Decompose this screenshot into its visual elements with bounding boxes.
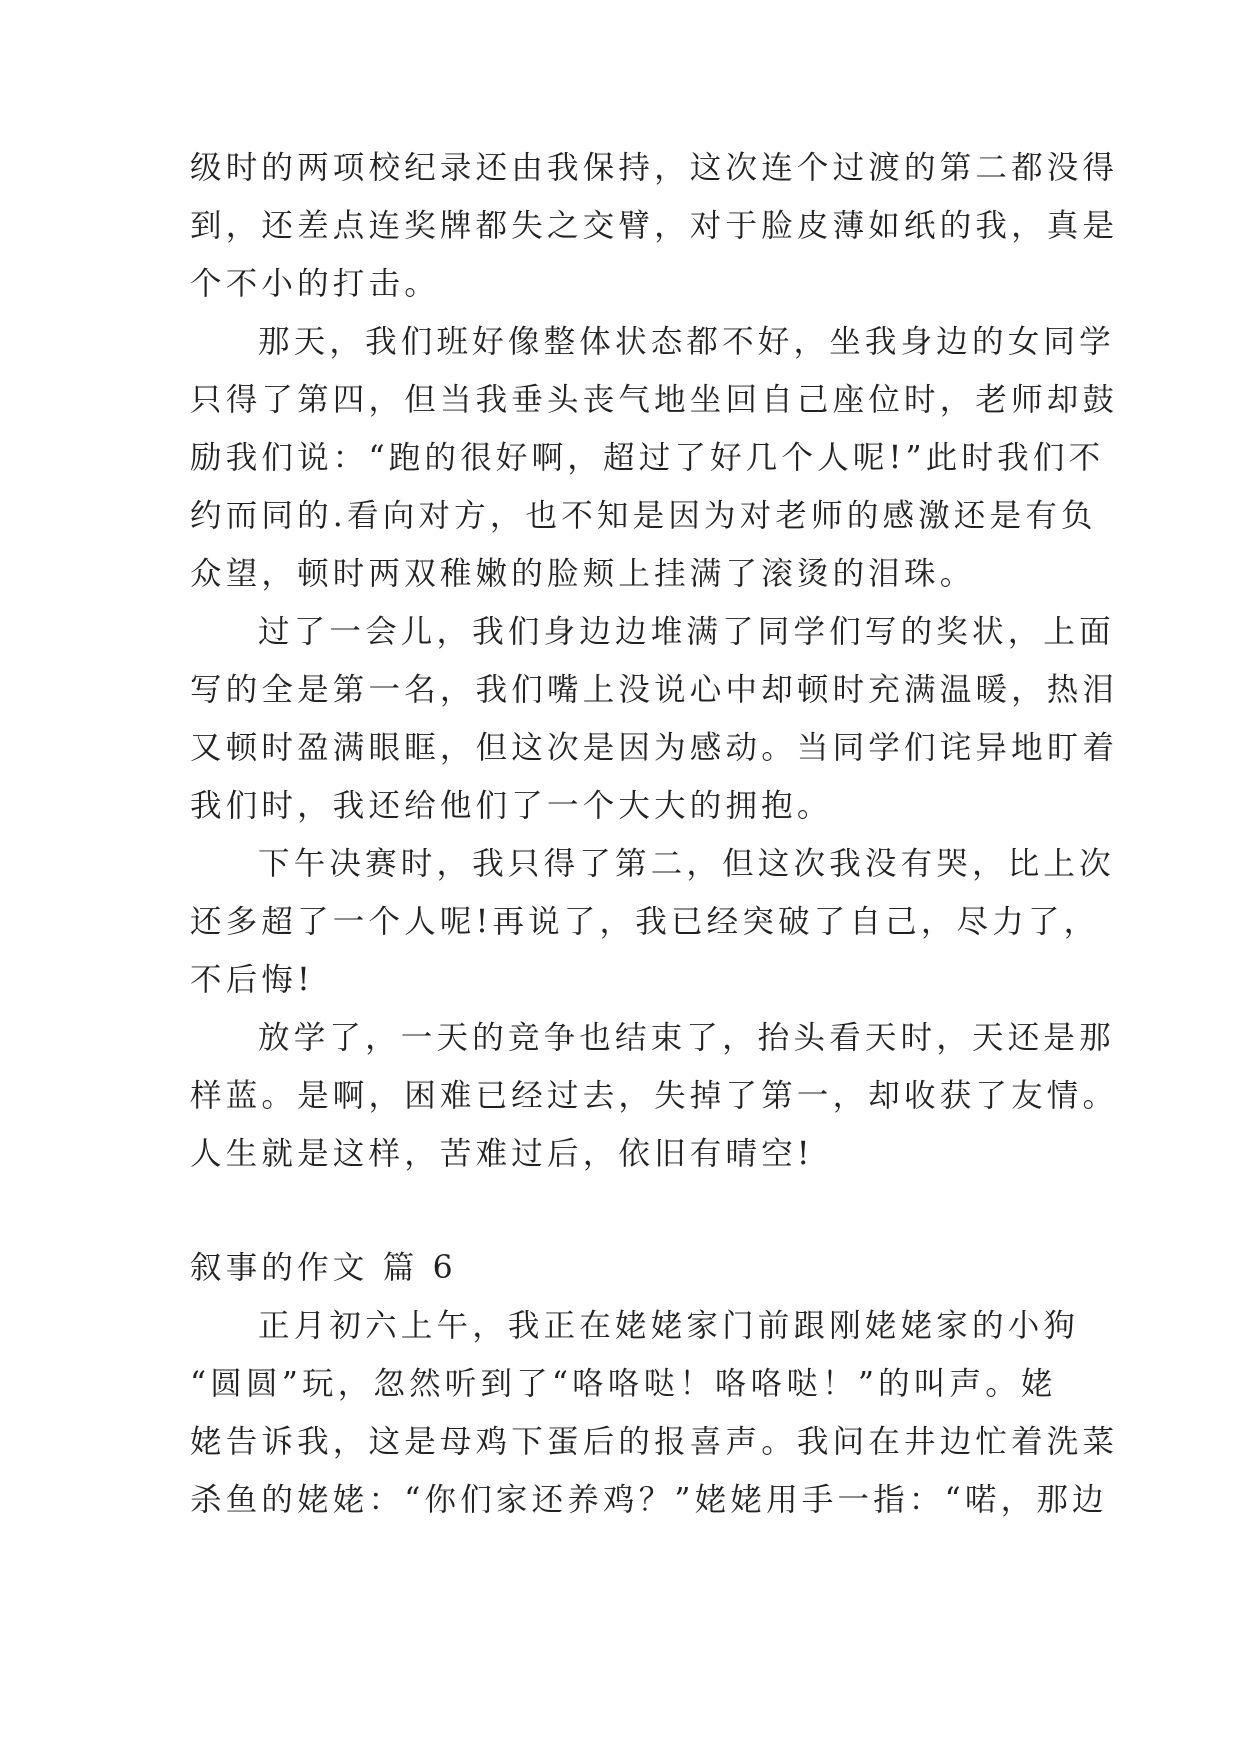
paragraph-line: 过了一会儿，我们身边边堆满了同学们写的奖状，上面 <box>258 614 1115 650</box>
paragraph-line: 级时的两项校纪录还由我保持，这次连个过渡的第二都没得 <box>190 150 1119 186</box>
section-heading: 叙事的作文 篇 6 <box>190 1250 457 1286</box>
paragraph-line: 样蓝。是啊，困难已经过去，失掉了第一，却收获了友情。 <box>190 1078 1119 1114</box>
paragraph-line: 约而同的.看向对方，也不知是因为对老师的感激还是有负 <box>190 498 1097 534</box>
paragraph-line: 到，还差点连奖牌都失之交臂，对于脸皮薄如纸的我，真是 <box>190 208 1119 244</box>
paragraph-line: 不后悔! <box>190 962 314 998</box>
paragraph-line: 正月初六上午，我正在姥姥家门前跟刚姥姥家的小狗 <box>258 1308 1080 1344</box>
paragraph-line: 下午决赛时，我只得了第二，但这次我没有哭，比上次 <box>258 846 1115 882</box>
paragraph-line: 励我们说：“跑的很好啊，超过了好几个人呢!”此时我们不 <box>190 440 1105 476</box>
paragraph-line: 放学了，一天的竞争也结束了，抬头看天时，天还是那 <box>258 1020 1115 1056</box>
paragraph-line: 个不小的打击。 <box>190 266 440 302</box>
paragraph-line: 那天，我们班好像整体状态都不好，坐我身边的女同学 <box>258 324 1115 360</box>
paragraph-line: 写的全是第一名，我们嘴上没说心中却顿时充满温暖，热泪 <box>190 672 1119 708</box>
paragraph-line: 还多超了一个人呢!再说了，我已经突破了自己，尽力了， <box>190 904 1100 940</box>
paragraph-line: 人生就是这样，苦难过后，依旧有晴空! <box>190 1136 814 1172</box>
paragraph-line: 我们时，我还给他们了一个大大的拥抱。 <box>190 788 833 824</box>
paragraph-line: 杀鱼的姥姥：“你们家还养鸡？”姥姥用手一指：“喏，那边 <box>190 1482 1108 1518</box>
paragraph-line: 只得了第四，但当我垂头丧气地坐回自己座位时，老师却鼓 <box>190 382 1119 418</box>
paragraph-line: 姥告诉我，这是母鸡下蛋后的报喜声。我问在井边忙着洗菜 <box>190 1424 1119 1460</box>
paragraph-line: “圆圆”玩，忽然听到了“咯咯哒！咯咯哒！”的叫声。姥 <box>190 1366 1057 1402</box>
paragraph-line: 众望，顿时两双稚嫩的脸颊上挂满了滚烫的泪珠。 <box>190 556 976 592</box>
paragraph-line: 又顿时盈满眼眶，但这次是因为感动。当同学们诧异地盯着 <box>190 730 1119 766</box>
